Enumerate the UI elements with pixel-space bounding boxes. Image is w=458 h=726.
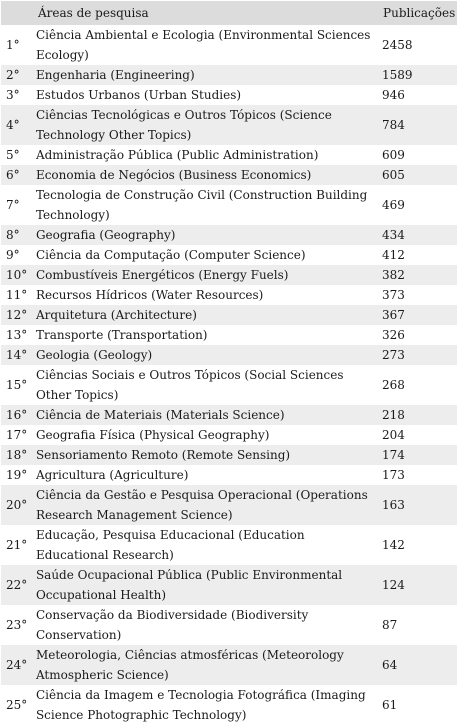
rank-cell: 13° [1,325,33,345]
research-area-cell: Meteorologia, Ciências atmosféricas (Meteorology Atmospheric Science) [33,645,379,685]
header-rank [1,1,33,25]
publications-cell: 367 [379,305,457,325]
table-row [1,465,457,485]
publications-cell: 434 [379,225,457,245]
research-area-cell: Geografia Física (Physical Geography) [33,425,379,445]
research-area-cell: Ciências Sociais e Outros Tópicos (Social Sciences Other Topics) [33,365,379,405]
rank-cell: 25° [1,685,33,725]
header-research-area: Áreas de pesquisa [33,1,379,25]
publications-cell: 268 [379,365,457,405]
rank-cell: 22° [1,565,33,605]
rank-cell: 4° [1,105,33,145]
table-row [1,285,457,305]
rank-cell: 1° [1,25,33,65]
publications-cell: 218 [379,405,457,425]
research-area-cell: Recursos Hídricos (Water Resources) [33,285,379,305]
research-area-cell: Saúde Ocupacional Pública (Public Environmental Occupational Health) [33,565,379,605]
table-row [1,445,457,465]
publications-cell: 2458 [379,25,457,65]
research-area-cell: Economia de Negócios (Business Economics) [33,165,379,185]
table-body [1,25,457,725]
rank-cell: 8° [1,225,33,245]
publications-cell: 1589 [379,65,457,85]
research-area-cell: Educação, Pesquisa Educacional (Education Educational Research) [33,525,379,565]
rank-cell: 17° [1,425,33,445]
rank-cell: 2° [1,65,33,85]
publications-cell: 87 [379,605,457,645]
rank-cell: 9° [1,245,33,265]
publications-cell: 382 [379,265,457,285]
table-row [1,325,457,345]
publications-cell: 412 [379,245,457,265]
table-row [1,185,457,225]
table-header [1,1,457,25]
research-area-cell: Tecnologia de Construção Civil (Construction Building Technology) [33,185,379,225]
table-row [1,345,457,365]
research-area-cell: Administração Pública (Public Administration) [33,145,379,165]
header-publications: Publicações [379,1,457,25]
publications-cell: 173 [379,465,457,485]
publications-cell: 204 [379,425,457,445]
publications-cell: 326 [379,325,457,345]
rank-cell: 19° [1,465,33,485]
research-area-cell: Ciência da Gestão e Pesquisa Operacional (Operations Research Management Science) [33,485,379,525]
rank-cell: 21° [1,525,33,565]
publications-cell: 64 [379,645,457,685]
table-row [1,145,457,165]
publications-cell: 124 [379,565,457,605]
research-area-cell: Ciência da Computação (Computer Science) [33,245,379,265]
table-row [1,565,457,605]
research-area-cell: Transporte (Transportation) [33,325,379,345]
research-area-cell: Ciência de Materiais (Materials Science) [33,405,379,425]
table-row [1,225,457,245]
research-areas-page [0,1,458,726]
research-area-cell: Engenharia (Engineering) [33,65,379,85]
research-area-cell: Arquitetura (Architecture) [33,305,379,325]
rank-cell: 5° [1,145,33,165]
table-row [1,485,457,525]
table-row [1,405,457,425]
rank-cell: 20° [1,485,33,525]
table-row [1,645,457,685]
table-row [1,365,457,405]
header-row [1,1,457,25]
publications-cell: 61 [379,685,457,725]
research-area-cell: Ciência Ambiental e Ecologia (Environmental Sciences Ecology) [33,25,379,65]
publications-cell: 605 [379,165,457,185]
research-area-cell: Agricultura (Agriculture) [33,465,379,485]
table-row [1,525,457,565]
rank-cell: 15° [1,365,33,405]
table-row [1,105,457,145]
rank-cell: 3° [1,85,33,105]
table-row [1,605,457,645]
rank-cell: 12° [1,305,33,325]
rank-cell: 11° [1,285,33,305]
research-areas-table [1,1,457,725]
table-row [1,305,457,325]
research-area-cell: Sensoriamento Remoto (Remote Sensing) [33,445,379,465]
table-row [1,165,457,185]
rank-cell: 16° [1,405,33,425]
publications-cell: 784 [379,105,457,145]
publications-cell: 946 [379,85,457,105]
research-area-cell: Geologia (Geology) [33,345,379,365]
research-area-cell: Geografia (Geography) [33,225,379,245]
publications-cell: 469 [379,185,457,225]
research-area-cell: Estudos Urbanos (Urban Studies) [33,85,379,105]
rank-cell: 6° [1,165,33,185]
rank-cell: 7° [1,185,33,225]
research-area-cell: Conservação da Biodiversidade (Biodiversity Conservation) [33,605,379,645]
research-area-cell: Combustíveis Energéticos (Energy Fuels) [33,265,379,285]
rank-cell: 10° [1,265,33,285]
research-area-cell: Ciências Tecnológicas e Outros Tópicos (Science Technology Other Topics) [33,105,379,145]
publications-cell: 273 [379,345,457,365]
table-row [1,685,457,725]
publications-cell: 609 [379,145,457,165]
table-row [1,265,457,285]
table-row [1,245,457,265]
publications-cell: 174 [379,445,457,465]
table-row [1,425,457,445]
table-row [1,85,457,105]
table-row [1,25,457,65]
rank-cell: 18° [1,445,33,465]
research-area-cell: Ciência da Imagem e Tecnologia Fotográfica (Imaging Science Photographic Technology) [33,685,379,725]
rank-cell: 23° [1,605,33,645]
rank-cell: 24° [1,645,33,685]
publications-cell: 163 [379,485,457,525]
publications-cell: 142 [379,525,457,565]
rank-cell: 14° [1,345,33,365]
table-row [1,65,457,85]
publications-cell: 373 [379,285,457,305]
